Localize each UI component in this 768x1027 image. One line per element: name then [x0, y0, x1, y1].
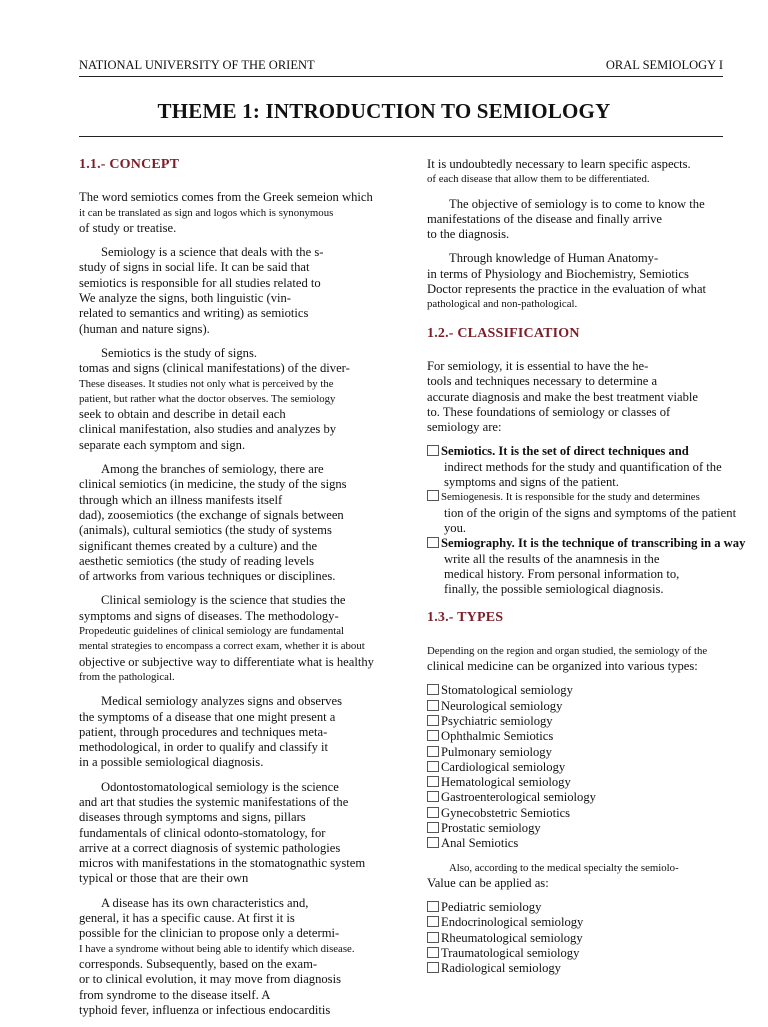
text-line: related to semantics and writing) as semiotics [79, 306, 309, 321]
checkbox-bullet-icon [427, 791, 439, 802]
text-line: possible for the clinician to propose only a determi- [79, 926, 340, 941]
text-line: general, it has a specific cause. At first it is [79, 911, 295, 926]
text-line: methodological, in order to qualify and classify it [79, 740, 329, 755]
checkbox-bullet-icon [427, 901, 439, 912]
checkbox-bullet-icon [427, 837, 439, 848]
list-item [427, 775, 749, 790]
checkbox-bullet-icon [427, 684, 439, 695]
text-line: manifestations of the disease and finally arrive [427, 211, 663, 226]
paragraph [427, 861, 749, 892]
page-title: THEME 1: INTRODUCTION TO SEMIOLOGY [157, 99, 611, 123]
text-line: I have a syndrome without being able to identify which disease. [79, 942, 355, 955]
left-column [79, 157, 379, 1027]
list-item-label: Endocrinological semiology [441, 915, 584, 930]
classification-list [427, 444, 749, 597]
list-item-label: Cardiological semiology [441, 759, 566, 774]
text-line: to the diagnosis. [427, 227, 510, 242]
list-item [427, 961, 749, 976]
text-line: Through knowledge of Human Anatomy- [449, 251, 659, 266]
list-item-label: Rheumatological semiology [441, 930, 583, 945]
text-line: We analyze the signs, both linguistic (vin- [79, 291, 291, 306]
types-list [427, 683, 749, 851]
text-line: Among the branches of semiology, there are [101, 462, 324, 477]
paragraph [427, 644, 749, 675]
section-heading-types: 1.3.- TYPES [427, 610, 504, 626]
list-item-label: Semiography. It is the technique of transcribing in a way [441, 536, 746, 551]
text-line: Semiology is a science that deals with the s- [101, 245, 324, 260]
text-line: clinical manifestation, also studies and analyzes by [79, 422, 337, 437]
text-line: accurate diagnosis and make the best treatment viable [427, 389, 699, 404]
list-item [427, 946, 749, 961]
list-item-continuation: write all the results of the anamnesis in the [444, 551, 660, 566]
header-course: ORAL SEMIOLOGY I [605, 58, 723, 72]
text-line: Value can be applied as: [427, 875, 549, 890]
text-line: in terms of Physiology and Biochemistry, Semiotics [427, 266, 689, 281]
checkbox-bullet-icon [427, 932, 439, 943]
checkbox-bullet-icon [427, 776, 439, 787]
text-line: The word semiotics comes from the Greek semeion which [79, 190, 373, 205]
text-line: patient, through procedures and techniques meta- [79, 724, 328, 739]
checkbox-bullet-icon [427, 746, 439, 757]
text-line: Medical semiology analyzes signs and observes [101, 694, 342, 709]
text-line: clinical semiotics (in medicine, the study of the signs [79, 477, 347, 492]
list-item [427, 836, 749, 851]
text-line: study of signs in social life. It can be said that [79, 260, 310, 275]
list-item-label: Gastroenterological semiology [441, 790, 596, 805]
text-line: of artworks from various techniques or disciplines. [79, 569, 336, 584]
text-line: pathological and non-pathological. [427, 298, 578, 311]
checkbox-bullet-icon [427, 445, 439, 456]
checkbox-bullet-icon [427, 700, 439, 711]
list-item [427, 821, 749, 836]
text-line: tools and techniques necessary to determine a [427, 374, 658, 389]
list-item-label: Radiological semiology [441, 961, 561, 976]
list-item-continuation: finally, the possible semiological diagnosis. [444, 582, 664, 597]
list-item-continuation: you. [444, 520, 467, 535]
text-line: (animals), cultural semiotics (the study of systems [79, 523, 332, 538]
checkbox-bullet-icon [427, 490, 439, 501]
list-item-label: Ophthalmic Semiotics [441, 729, 554, 744]
text-line: These diseases. It studies not only what is perceived by the [79, 377, 334, 390]
list-item [427, 760, 749, 775]
text-line: fundamentals of clinical odonto-stomatology, for [79, 825, 326, 840]
header-institution: NATIONAL UNIVERSITY OF THE ORIENT [79, 58, 315, 72]
list-item-continuation: tion of the origin of the signs and symptoms of the patient [444, 505, 737, 520]
paragraph [79, 896, 379, 1018]
page-header [79, 58, 723, 77]
text-line: typhoid fever, influenza or infectious endocarditis [79, 1002, 331, 1017]
checkbox-bullet-icon [427, 822, 439, 833]
text-line: semiology are: [427, 420, 502, 435]
paragraph [427, 251, 749, 312]
text-line: Doctor represents the practice in the evaluation of what [427, 282, 707, 297]
checkbox-bullet-icon [427, 947, 439, 958]
paragraph [79, 462, 379, 584]
list-item-label: Hematological semiology [441, 775, 571, 790]
text-line: the symptoms of a disease that one might present a [79, 709, 336, 724]
text-line: aesthetic semiotics (the study of reading levels [79, 553, 315, 568]
text-line: semiotics is responsible for all studies related to [79, 275, 321, 290]
text-line: symptoms and signs of diseases. The methodology- [79, 608, 339, 623]
text-line: in a possible semiological diagnosis. [79, 755, 264, 770]
text-line: Clinical semiology is the science that studies the [101, 593, 346, 608]
text-line: For semiology, it is essential to have the he- [427, 358, 649, 373]
text-line: of each disease that allow them to be differentiated. [427, 173, 650, 186]
text-line: patient, but rather what the doctor observes. The semiology [79, 392, 336, 405]
list-item-continuation: medical history. From personal information to, [444, 566, 680, 581]
list-item-label: Gynecobstetric Semiotics [441, 805, 571, 820]
list-item [427, 536, 749, 597]
list-item-continuation: symptoms and signs of the patient. [444, 475, 619, 490]
list-item [427, 931, 749, 946]
list-item-label: Semiotics. It is the set of direct techniques and [441, 444, 689, 459]
text-line: Odontostomatological semiology is the science [101, 779, 339, 794]
list-item [427, 790, 749, 805]
text-line: A disease has its own characteristics and, [101, 895, 309, 910]
list-item [427, 806, 749, 821]
text-line: corresponds. Subsequently, based on the exam- [79, 956, 318, 971]
list-item [427, 444, 749, 490]
specialties-list [427, 900, 749, 976]
paragraph [427, 197, 749, 243]
list-item-label: Pulmonary semiology [441, 744, 552, 759]
text-line: It is undoubtedly necessary to learn specific aspects. [427, 157, 691, 171]
checkbox-bullet-icon [427, 537, 439, 548]
text-line: dad), zoosemiotics (the exchange of signals between [79, 507, 344, 522]
paragraph [427, 359, 749, 435]
text-line: Depending on the region and organ studied, the semiology of the [427, 644, 708, 657]
list-item-label: Prostatic semiology [441, 820, 541, 835]
list-item-label: Anal Semiotics [441, 836, 519, 851]
text-line: significant themes created by a culture) and the [79, 538, 318, 553]
list-item [427, 729, 749, 744]
list-item [427, 915, 749, 930]
paragraph [79, 694, 379, 770]
text-line: or to clinical evolution, it may move from diagnosis [79, 972, 341, 987]
paragraph [79, 780, 379, 887]
list-item [427, 900, 749, 915]
checkbox-bullet-icon [427, 807, 439, 818]
list-item-label: Stomatological semiology [441, 683, 573, 698]
right-column [427, 157, 749, 986]
checkbox-bullet-icon [427, 730, 439, 741]
list-item [427, 714, 749, 729]
paragraph [79, 346, 379, 453]
checkbox-bullet-icon [427, 962, 439, 973]
paragraph [427, 157, 749, 188]
list-item [427, 699, 749, 714]
text-line: from the pathological. [79, 670, 175, 683]
text-line: to. These foundations of semiology or classes of [427, 404, 671, 419]
text-line: clinical medicine can be organized into various types: [427, 659, 698, 674]
section-heading-concept: 1.1.- CONCEPT [79, 157, 180, 172]
text-line: The objective of semiology is to come to know the [449, 196, 705, 211]
paragraph [79, 593, 379, 685]
paragraph [79, 245, 379, 337]
list-item-label: Semiogenesis. It is responsible for the study and determines [441, 491, 700, 504]
text-line: through which an illness manifests itself [79, 492, 283, 507]
text-line: diseases through symptoms and signs, pillars [79, 810, 306, 825]
text-line: arrive at a correct diagnosis of systemic pathologies [79, 840, 341, 855]
text-line: Propedeutic guidelines of clinical semiology are fundamental [79, 625, 345, 638]
text-line: seek to obtain and describe in detail each [79, 407, 286, 422]
list-item-continuation: indirect methods for the study and quantification of the [444, 459, 722, 474]
text-line: Semiotics is the study of signs. [101, 345, 258, 360]
list-item-label: Neurological semiology [441, 698, 563, 713]
text-line: tomas and signs (clinical manifestations) of the diver- [79, 361, 350, 376]
list-item [427, 683, 749, 698]
list-item [427, 490, 749, 536]
list-item-label: Traumatological semiology [441, 946, 580, 961]
text-line: typical or those that are their own [79, 871, 249, 886]
paragraph [79, 190, 379, 236]
list-item [427, 745, 749, 760]
checkbox-bullet-icon [427, 916, 439, 927]
text-line: objective or subjective way to differentiate what is healthy [79, 654, 374, 669]
text-line: (human and nature signs). [79, 321, 210, 336]
text-line: mental strategies to encompass a correct exam, whether it is about [79, 640, 365, 653]
text-line: it can be translated as sign and logos which is synonymous [79, 206, 334, 219]
text-line: micros with manifestations in the stomatognathic system [79, 856, 366, 871]
title-rule [79, 136, 723, 137]
checkbox-bullet-icon [427, 715, 439, 726]
list-item-label: Psychiatric semiology [441, 713, 553, 728]
text-line: of study or treatise. [79, 220, 177, 235]
list-item-label: Pediatric semiology [441, 900, 542, 915]
section-heading-classification: 1.2.- CLASSIFICATION [427, 325, 580, 341]
text-line: Also, according to the medical specialty the semiolo- [449, 861, 679, 874]
text-line: separate each symptom and sign. [79, 437, 246, 452]
text-line: from syndrome to the disease itself. A [79, 987, 271, 1002]
text-line: and art that studies the systemic manifestations of the [79, 794, 349, 809]
checkbox-bullet-icon [427, 761, 439, 772]
